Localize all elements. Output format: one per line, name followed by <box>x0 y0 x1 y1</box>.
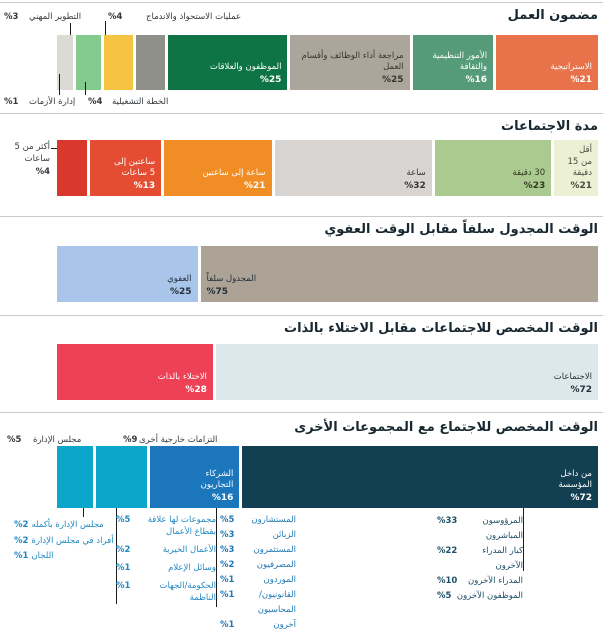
legend-row <box>220 543 296 558</box>
callout-value-professional-development: %3 <box>4 12 19 22</box>
segment-label: الاجتماعات <box>553 371 592 382</box>
legend-value: %5 <box>437 591 452 601</box>
segment-value: %75 <box>206 287 229 297</box>
legend-business-partners <box>220 513 296 633</box>
bar-meeting-groups <box>57 446 598 508</box>
legend-label: كبار المدراء الآخرون <box>482 546 523 571</box>
legend-row <box>437 514 523 544</box>
legend-value: %1 <box>14 551 29 561</box>
segment-label: 30 دقيقة <box>512 167 546 178</box>
section-title-meetings-vs-alone: الوقت المخصص للاجتماعات مقابل الاختلاء بالذات <box>284 321 598 336</box>
legend-value: %3 <box>220 545 235 555</box>
legend-row <box>220 573 296 588</box>
segment-alone-time[interactable] <box>57 344 213 400</box>
legend-label: اللجان <box>31 551 54 561</box>
section-title-scheduled-vs-spontaneous: الوقت المجدول سلفاً مقابل الوقت العفوي <box>324 222 598 237</box>
legend-board <box>14 518 114 565</box>
legend-label: مجموعات لها علاقة بقطاع الأعمال <box>147 515 216 537</box>
segment-mergers-acquisitions[interactable] <box>136 35 165 90</box>
legend-value: %3 <box>220 530 235 540</box>
segment-meetings[interactable] <box>216 344 598 400</box>
legend-row <box>437 574 523 589</box>
legend-value: %1 <box>220 575 235 585</box>
segment-over-5-hours[interactable] <box>57 140 87 196</box>
legend-row <box>14 518 104 534</box>
legend-row <box>437 589 523 604</box>
segment-strategy[interactable] <box>496 35 598 90</box>
segment-value: %25 <box>381 75 404 85</box>
legend-label: المدراء الآخرون <box>468 576 523 586</box>
section-title-meeting-groups: الوقت المخصص للاجتماع مع المجموعات الأخرى <box>294 420 598 435</box>
segment-reviews[interactable] <box>290 35 409 90</box>
segment-professional-development[interactable] <box>76 35 101 90</box>
divider-rule <box>0 2 603 3</box>
segment-value: %32 <box>404 181 426 191</box>
segment-label: الشركاء <box>205 468 234 479</box>
divider-rule <box>0 315 603 316</box>
bar-meetings-vs-alone <box>57 344 598 400</box>
legend-value: %5 <box>116 515 131 525</box>
bar-scheduled-vs-spontaneous <box>57 246 598 302</box>
divider-rule <box>0 412 603 413</box>
callout-label-line: أكثر من 5 <box>14 142 50 152</box>
segment-label: ساعتين إلى <box>114 156 156 167</box>
segment-value: %23 <box>523 181 546 191</box>
segment-value: %21 <box>570 75 592 85</box>
leader-line <box>216 508 217 607</box>
legend-label: الحكومة/الجهات الناظمة <box>159 581 216 603</box>
callout-over-5-hours <box>2 141 50 178</box>
callout-label-board: مجلس الإدارة <box>33 435 82 445</box>
segment-label: 5 ساعات <box>121 167 156 178</box>
callout-label-mergers-acquisitions: عمليات الاستحواذ والاندماج <box>146 12 242 22</box>
segment-label: الأمور التنظيمية <box>432 50 488 61</box>
legend-row <box>116 544 216 556</box>
legend-label: مجلس الإدارة بأكمله <box>31 520 104 530</box>
segment-30-minutes[interactable] <box>435 140 551 196</box>
legend-value: %2 <box>14 520 29 530</box>
legend-label: المرؤوسون المباشرون <box>482 516 523 541</box>
segment-label: ساعة إلى ساعتين <box>202 167 266 178</box>
segment-scheduled-in-advance[interactable] <box>201 246 599 302</box>
segment-label: العفوي <box>167 273 192 284</box>
segment-label: المجدول سلفاً <box>206 273 257 284</box>
legend-row <box>220 618 296 633</box>
legend-label: الأعمال الخيرية <box>162 545 216 555</box>
section-title-meeting-duration: مدة الاجتماعات <box>501 119 598 134</box>
callout-label-other-external: التزامات خارجية أخرى <box>139 435 218 445</box>
legend-label: الموردون <box>263 575 296 585</box>
section-title-work-content: مضمون العمل <box>507 8 598 23</box>
segment-insiders[interactable] <box>242 446 598 508</box>
callout-value-board: %5 <box>7 435 22 445</box>
callout-value: %4 <box>35 167 50 177</box>
segment-board-of-directors[interactable] <box>57 446 93 508</box>
segment-label: أقل <box>579 145 592 156</box>
segment-value: %21 <box>243 181 266 191</box>
divider-rule <box>0 113 603 114</box>
bar-meeting-duration <box>57 140 598 196</box>
segment-label: من 15 <box>567 156 592 167</box>
legend-row <box>220 558 296 573</box>
segment-value: %28 <box>185 385 207 395</box>
legend-label: المستثمرون <box>253 545 296 555</box>
callout-label-operating-plan: الخطة التشغيلية <box>112 97 169 107</box>
segment-value: %72 <box>570 493 592 503</box>
legend-label: آخرون <box>273 620 296 630</box>
callout-value-crisis-management: %1 <box>4 97 19 107</box>
segment-people-relationships[interactable] <box>168 35 287 90</box>
legend-value: %22 <box>437 546 458 556</box>
segment-label: مراجعة أداء الوظائف وأقسام <box>301 50 404 61</box>
segment-label: العمل <box>383 61 404 72</box>
legend-value: %2 <box>116 545 131 555</box>
segment-label: من داخل <box>560 468 592 479</box>
legend-value: %1 <box>220 620 235 630</box>
callout-value-other-external: %9 <box>123 435 138 445</box>
legend-label: المصرفيون <box>256 560 296 570</box>
legend-value: %1 <box>116 581 131 591</box>
segment-value: %25 <box>259 75 282 85</box>
segment-value: %16 <box>211 493 234 503</box>
legend-row <box>220 588 296 618</box>
legend-row <box>14 534 114 550</box>
legend-label: وسائل الإعلام <box>168 563 216 573</box>
legend-value: %2 <box>14 535 29 546</box>
legend-value: %33 <box>437 516 458 526</box>
segment-org-culture[interactable] <box>413 35 494 90</box>
segment-other-external-commitments[interactable] <box>96 446 147 508</box>
legend-label: الزبائن <box>272 530 296 540</box>
legend-label: الموظفون الآخرون <box>456 591 523 601</box>
segment-label: المؤسسة <box>558 479 592 490</box>
callout-value-mergers-acquisitions: %4 <box>108 12 123 22</box>
leader-line <box>59 74 60 95</box>
legend-value: %1 <box>116 563 131 573</box>
segment-value: %21 <box>570 181 592 191</box>
legend-value: %5 <box>220 515 235 525</box>
legend-label: أفراد في مجلس الإدارة <box>31 535 114 546</box>
segment-1-2-hours[interactable] <box>164 140 271 196</box>
legend-row <box>220 528 296 543</box>
legend-row <box>437 544 523 574</box>
legend-row <box>116 580 216 604</box>
divider-rule <box>0 216 603 217</box>
segment-value: %72 <box>570 385 592 395</box>
segment-value: %13 <box>133 181 156 191</box>
legend-label: المستشارون <box>251 515 296 525</box>
legend-other-external <box>116 514 216 610</box>
legend-row <box>116 562 216 574</box>
legend-value: %10 <box>437 576 458 586</box>
legend-insiders <box>437 514 523 604</box>
segment-label: والثقافة <box>459 61 488 72</box>
callout-label-professional-development: التطوير المهني <box>29 12 82 22</box>
legend-row <box>14 549 100 565</box>
callout-value-operating-plan: %4 <box>88 97 103 107</box>
segment-label: التجاريون <box>200 479 234 490</box>
legend-value: %2 <box>220 560 235 570</box>
segment-under-15-minutes[interactable] <box>554 140 598 196</box>
leader-line <box>523 508 524 571</box>
legend-value: %1 <box>220 590 235 600</box>
segment-label: الاختلاء بالذات <box>157 371 207 382</box>
callout-label-line: ساعات <box>24 154 50 164</box>
bar-work-content <box>57 35 598 90</box>
leader-line <box>85 82 86 95</box>
segment-business-partners[interactable] <box>150 446 239 508</box>
segment-label: دقيقة <box>572 167 592 178</box>
segment-1-hour[interactable] <box>275 140 432 196</box>
segment-spontaneous[interactable] <box>57 246 198 302</box>
segment-operating-plan[interactable] <box>104 35 133 90</box>
segment-label: الموظفون والعلاقات <box>209 61 282 72</box>
segment-value: %25 <box>169 287 192 297</box>
callout-label-crisis-management: إدارة الأزمات <box>29 97 76 107</box>
legend-row <box>116 514 216 538</box>
legend-label: القانونيون/المحاسبون <box>257 590 296 615</box>
segment-label: الاستراتيجية <box>550 61 592 72</box>
legend-row <box>220 513 296 528</box>
segment-label: ساعة <box>406 167 426 178</box>
segment-value: %16 <box>465 75 488 85</box>
segment-2-5-hours[interactable] <box>90 140 161 196</box>
